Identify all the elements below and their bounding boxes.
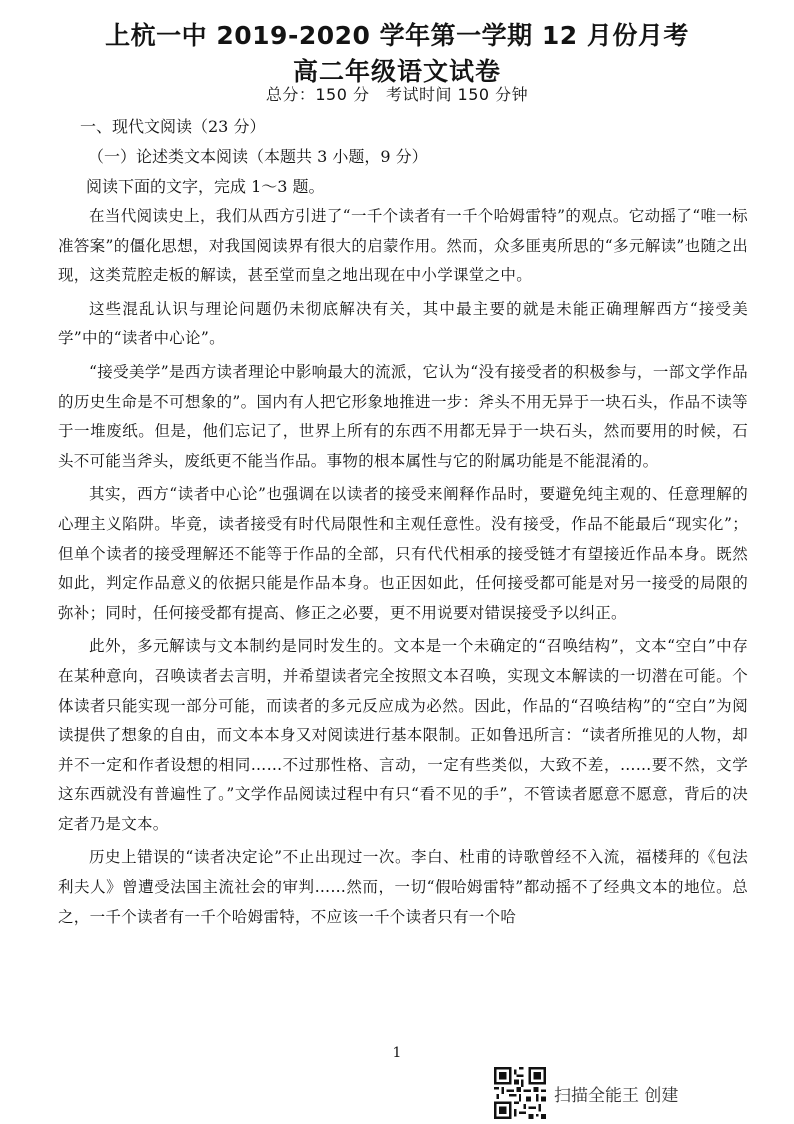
paragraph: “接受美学”是西方读者理论中影响最大的流派，它认为“没有接受者的积极参与，一部文学作品的历史生命是不可想象的”。国内有人把它形象地推进一步：斧头不用无异于一块石头，作品不读等于一堆废纸。但是，他们忘记了，世界上所有的东西不用都无异于一块石头，然而要用的时候，石头不可能当斧头，废纸更不能当作品。事物的根本属性与它的附属功能是不能混淆的。 (58, 362, 748, 470)
paragraph: 历史上错误的“读者决定论”不止出现过一次。李白、杜甫的诗歌曾经不入流，福楼拜的《包法利夫人》曾遭受法国主流社会的审判……然而，一切“假哈姆雷特”都动摇不了经典文本的地位。总之，一千个读者有一千个哈姆雷特，不应该一千个读者只有一个哈 (58, 848, 748, 926)
section-heading: 一、现代文阅读（23 分） (80, 117, 266, 136)
page-number: 1 (392, 1045, 402, 1061)
exam-subtitle: 高二年级语文试卷 (292, 57, 501, 86)
exam-title: 上杭一中 2019-2020 学年第一学期 12 月份月考 (105, 21, 689, 50)
section-subheading: （一）论述类文本阅读（本题共 3 小题，9 分） (88, 147, 428, 166)
qr-code-icon (494, 1067, 546, 1119)
exam-body (58, 112, 748, 936)
scanner-watermark (494, 1068, 678, 1118)
paragraph: 在当代阅读史上，我们从西方引进了“一千个读者有一千个哈姆雷特”的观点。它动摇了“唯一标准答案”的僵化思想，对我国阅读界有很大的启蒙作用。然而，众多匪夷所思的“多元解读”也随之出现，这类荒腔走板的解读，甚至堂而皇之地出现在中小学课堂之中。 (58, 207, 748, 285)
scanner-label: 扫描全能王 创建 (554, 1085, 679, 1106)
paragraph: 其实，西方“读者中心论”也强调在以读者的接受来阐释作品时，要避免纯主观的、任意理解的心理主义陷阱。毕竟，读者接受有时代局限性和主观任意性。没有接受，作品不能最后“现实化”；但单个读者的接受理解还不能等于作品的全部，只有代代相承的接受链才有望接近作品本身。既然如此，判定作品意义的依据只能是作品本身。也正因如此，任何接受都可能是对另一接受的局限的弥补；同时，任何接受都有提高、修正之必要，更不用说要对错误接受予以纠正。 (58, 485, 748, 622)
exam-info: 总分：150 分 考试时间 150 分钟 (265, 85, 529, 104)
paragraph: 这些混乱认识与理论问题仍未彻底解决有关，其中最主要的就是未能正确理解西方“接受美学”中的“读者中心论”。 (58, 299, 748, 348)
paragraph: 此外，多元解读与文本制约是同时发生的。文本是一个未确定的“召唤结构”，文本“空白”中存在某种意向，召唤读者去言明，并希望读者完全按照文本召唤，实现文本解读的一切潜在可能。个体读者只能实现一部分可能，而读者的多元反应成为必然。因此，作品的“召唤结构”的“空白”为阅读提供了想象的自由，而文本本身又对阅读进行基本限制。正如鲁迅所言：“读者所推见的人物，却并不一定和作者设想的相同……不过那性格、言动，一定有些类似，大致不差，……要不然，文学这东西就没有普遍性了。”文学作品阅读过程中有只“看不见的手”，不管读者愿意不愿意，背后的决定者乃是文本。 (58, 637, 748, 833)
reading-instruction: 阅读下面的文字，完成 1～3 题。 (86, 177, 325, 196)
